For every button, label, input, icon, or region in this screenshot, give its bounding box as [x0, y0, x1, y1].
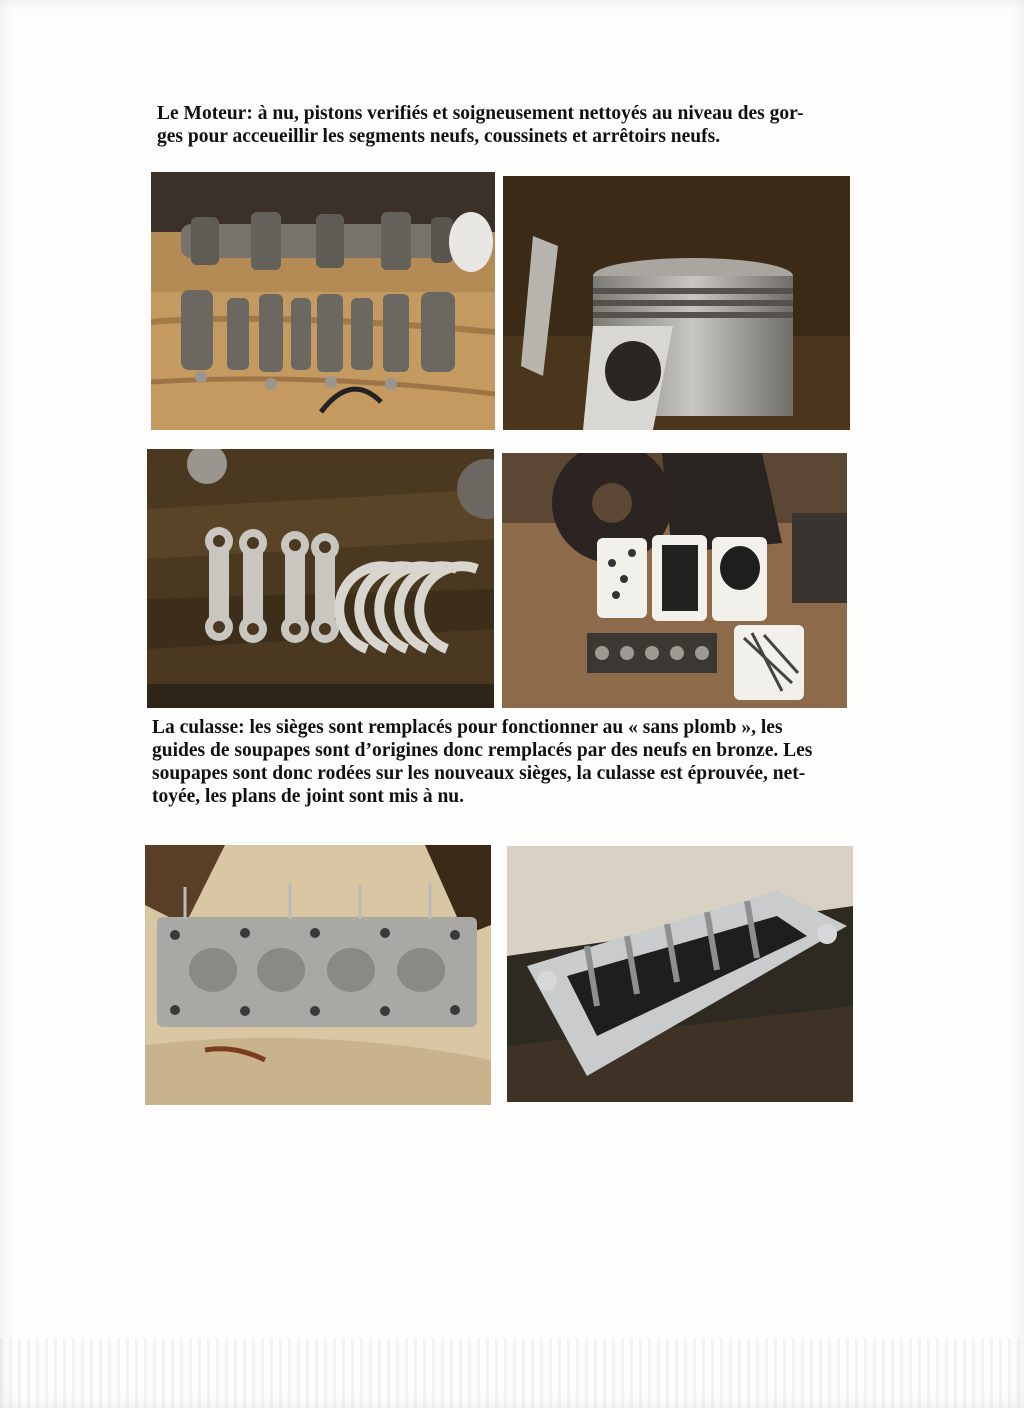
engine-paragraph-line: ges pour acceueillir les segments neufs, coussinets et arrêtoirs neufs. [157, 126, 721, 147]
cylinder-head-paragraph-line: toyée, les plans de joint sont mis à nu. [152, 786, 465, 807]
cylinder-head-paragraph-line: soupapes sont donc rodées sur les nouveaux sièges, la culasse est éprouvée, net- [152, 763, 806, 784]
cylinder-head-paragraph-line: guides de soupapes sont d’origines donc remplacés par des neufs en bronze. Les [152, 740, 813, 761]
cylinder-head-bottom-photo [145, 845, 491, 1105]
cylinder-head-paragraph-line: La culasse: les sièges sont remplacés pour fonctionner au « sans plomb », les [152, 717, 783, 738]
bearings-photo [147, 449, 494, 708]
cylinder-head-top-photo [507, 846, 853, 1102]
engine-paragraph [157, 102, 857, 148]
scan-bottom-noise [0, 1338, 1024, 1408]
engine-paragraph-line: Le Moteur: à nu, pistons verifiés et soigneusement nettoyés au niveau des gor- [157, 103, 804, 124]
piston-photo [503, 176, 850, 430]
parts-trays-photo [502, 453, 847, 708]
cylinder-head-paragraph [152, 716, 864, 808]
crankshaft-photo [151, 172, 495, 430]
